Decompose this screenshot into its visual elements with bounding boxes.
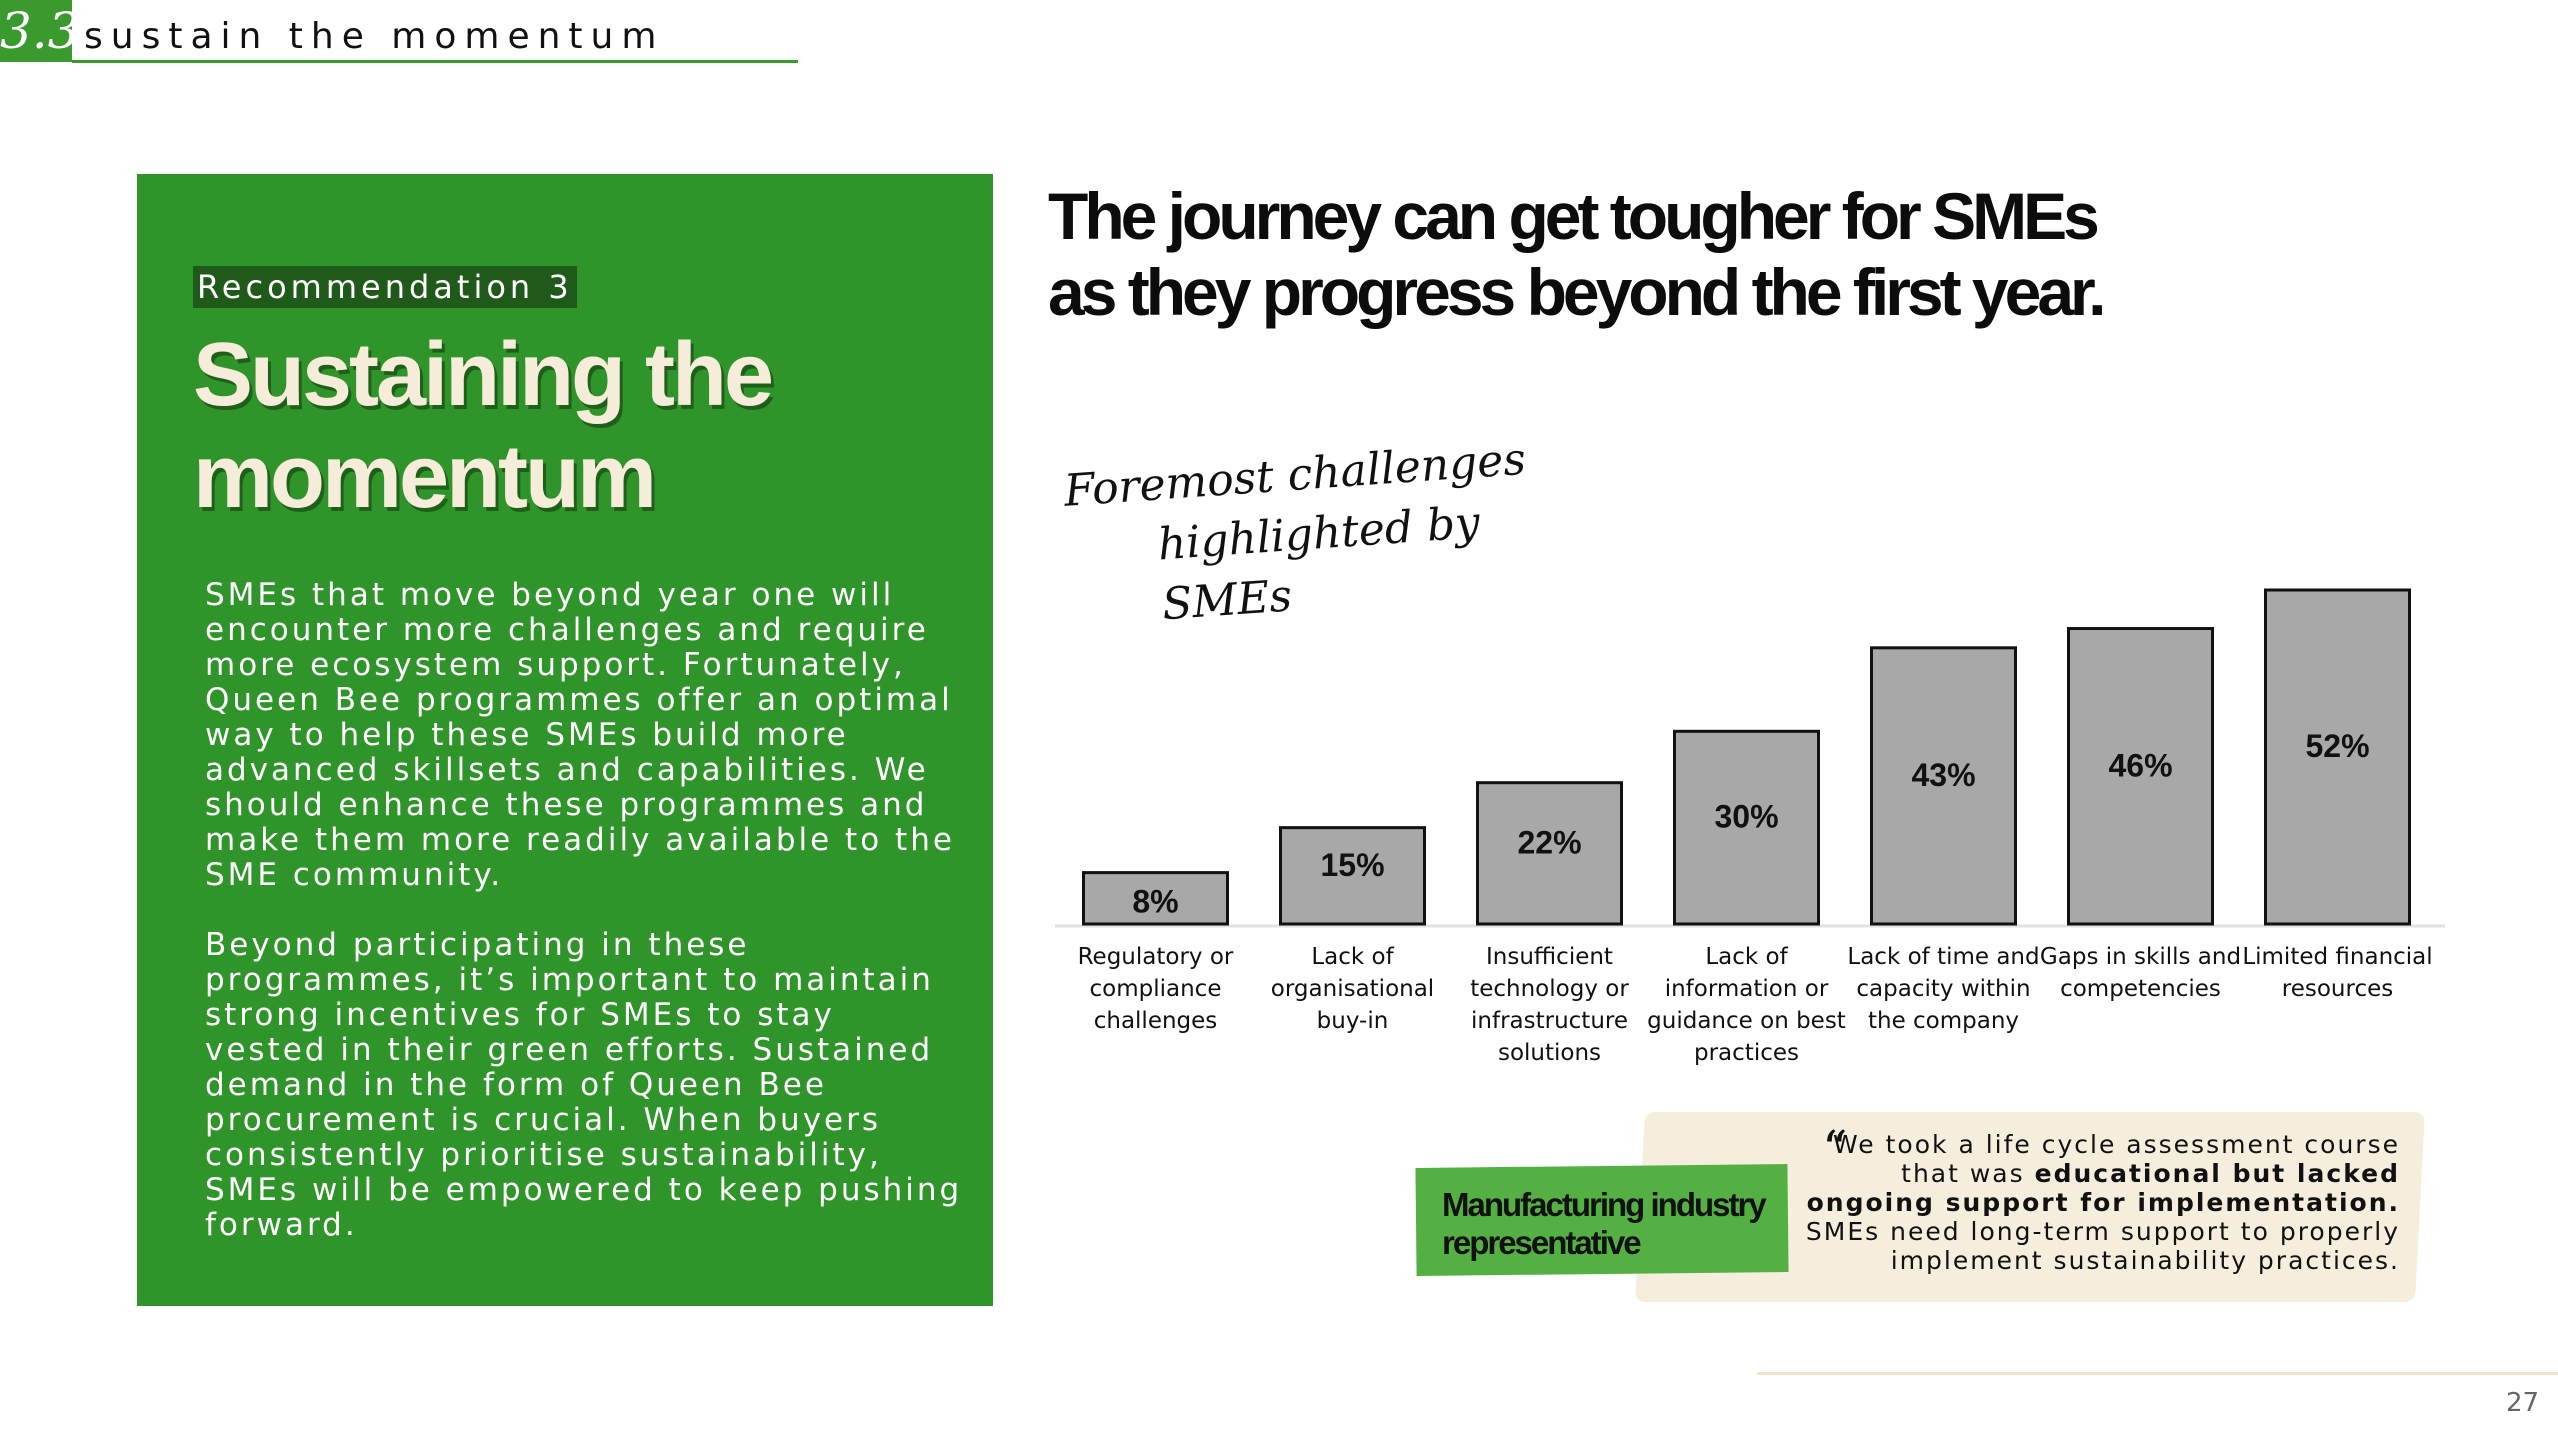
chart-bar-group [2040,629,2241,1002]
chart-category-label: Lack of information or guidance on best practices [1647,944,1846,1066]
chart-category-label: Limited financial resources [2242,944,2433,1002]
chart-data-label: 43% [1911,756,1976,793]
section-underline [72,60,798,63]
challenges-bar-chart [1055,400,2445,1100]
footer-line [1757,1372,2558,1375]
chart-data-label: 52% [2305,728,2370,764]
chart-data-label: 30% [1714,798,1779,835]
chart-bar-group [1078,873,1234,1034]
chart-data-label: 8% [1132,883,1179,920]
section-title: sustain the momentum [84,16,665,57]
chart-bar-group [1847,648,2039,1034]
recommendation-tag: Recommendation 3 [193,266,577,308]
quote-part-2: SMEs need long-term support to properly implement sustainability practices. [1805,1217,2400,1275]
headline-line-2: as they progress beyond the first year. [1048,255,2103,329]
chart-category-label: Regulatory or compliance challenges [1077,944,1234,1034]
quote-bold-part: educational but lacked ongoing support for implementation. [1806,1159,2400,1217]
chart-bar-group [2242,590,2432,1002]
chart-label-line-1: Foremost challenges [1062,433,1528,517]
chart-category-label: Lack of organisational buy-in [1270,944,1435,1034]
headline [1048,178,2348,330]
chart-bar-group [1470,783,1629,1066]
page-number: 27 [2506,1388,2540,1418]
panel-title: Sustaining the momentum [193,325,772,527]
chart-data-label: 46% [2108,747,2173,784]
panel-paragraph-1: SMEs that move beyond year one will encounter more challenges and require more ecosystem support. Fortunately, Queen Bee programmes offer an optimal way to help these SMEs build more advanced skillsets and capabilities. We should enhance these programmes and make them more readily available to the SME community. [205,577,955,893]
chart-category-label: Gaps in skills and competencies [2039,944,2242,1002]
chart-bar-group [1647,731,1846,1066]
chart-data-label: 22% [1517,824,1582,861]
chart-label-line-2: highlighted by SMEs [1156,497,1482,631]
recommendation-panel [137,174,993,1306]
chart-category-label: Lack of time and capacity within the company [1847,944,2040,1034]
section-number: 3.3 [0,2,80,60]
quote-text [1800,1130,2400,1275]
headline-line-1: The journey can get tougher for SMEs [1048,179,2096,253]
chart-data-label: 15% [1320,846,1385,883]
quote-attribution: Manufacturing industry representative [1442,1186,1765,1261]
quote-part-1: We took a life cycle assessment course that was [1833,1130,2400,1188]
chart-bar-group [1271,828,1434,1034]
panel-paragraph-2: Beyond participating in these programmes, it’s important to maintain strong incentives for SMEs to stay vested in their green efforts. Sustained demand in the form of Queen Bee procurement is crucial. When buyers consistently prioritise sustainability, SMEs will be empowered to keep pushing forward. [205,927,963,1243]
open-quote-mark: “ [1822,1120,1848,1178]
chart-category-label: Insufficient technology or infrastructure solutions [1470,944,1629,1066]
